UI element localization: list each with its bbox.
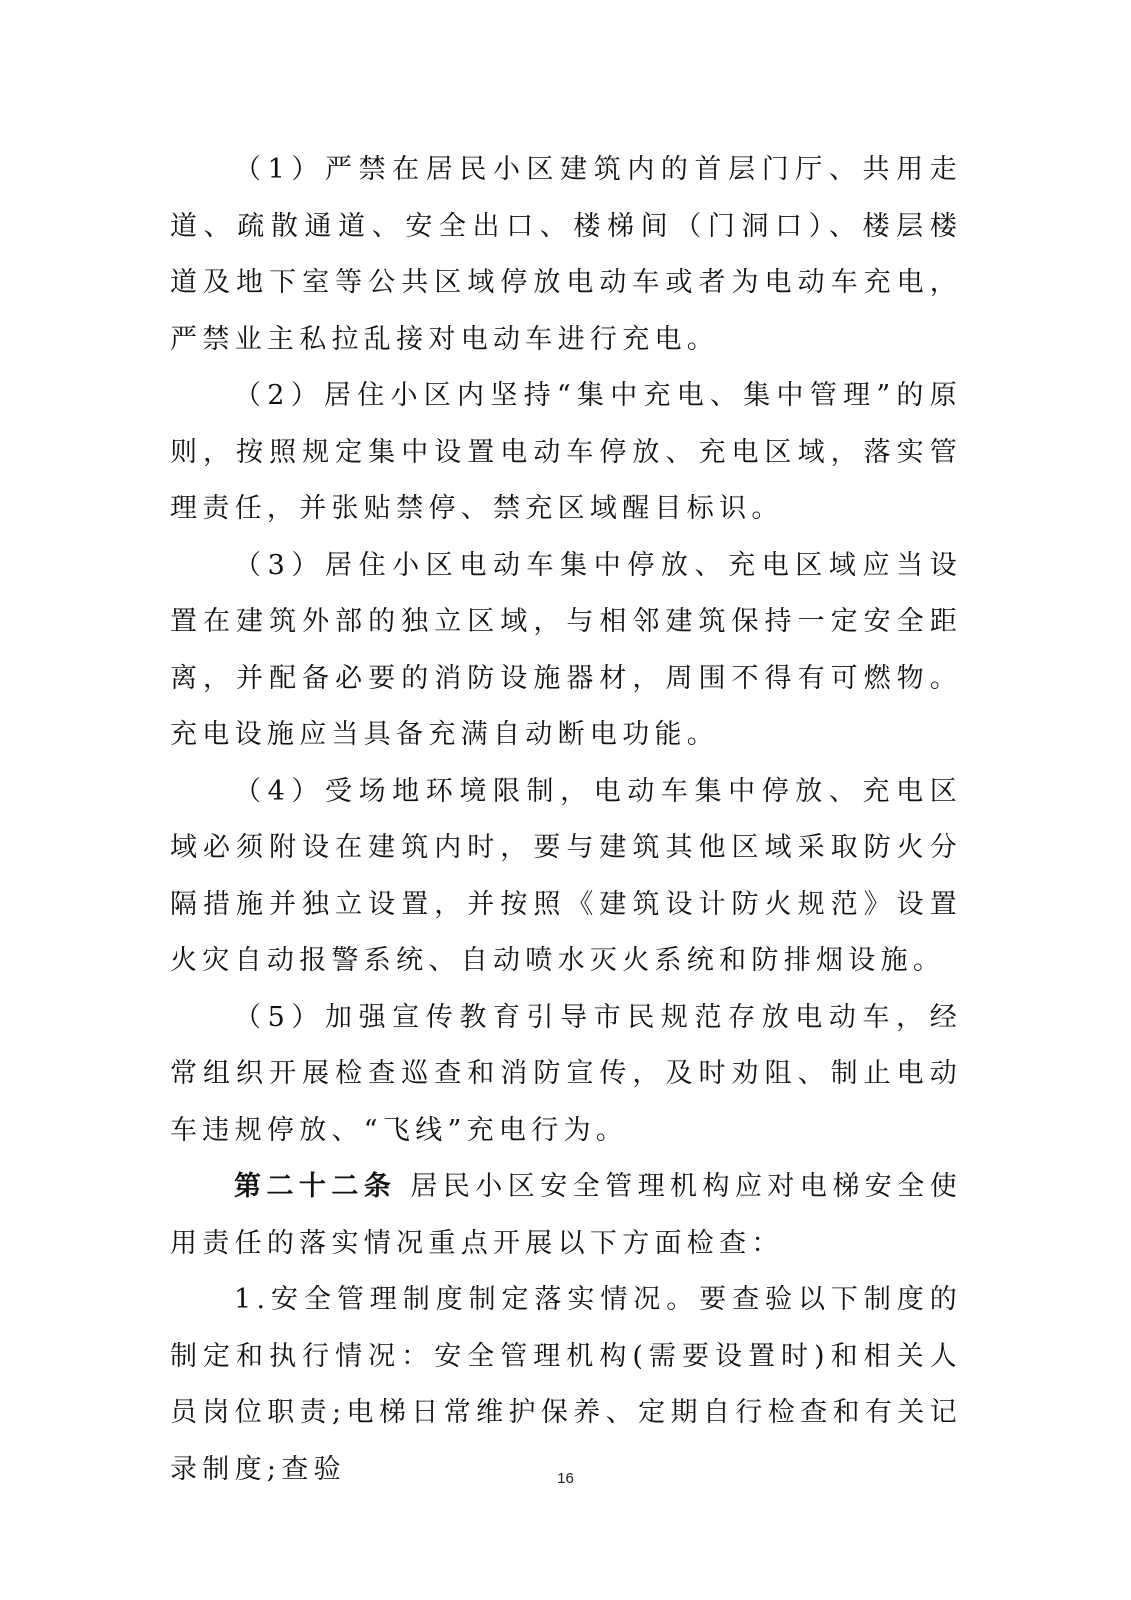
- paragraph-item-5: （5）加强宣传教育引导市民规范存放电动车，经常组织开展检查巡查和消防宣传，及时劝阻、制止电动车违规停放、“飞线”充电行为。: [170, 1001, 962, 1146]
- article-22-paragraph: [170, 1159, 962, 1272]
- page-number: 16: [557, 1470, 574, 1487]
- paragraph-item-4: （4）受场地环境限制，电动车集中停放、充电区域必须附设在建筑内时，要与建筑其他区域采取防火分隔措施并独立设置，并按照《建筑设计防火规范》设置火灾自动报警系统、自动喷水灭火系统和防排烟设施。: [170, 775, 962, 976]
- numbered-item-1: 1.安全管理制度制定落实情况。要查验以下制度的制定和执行情况：安全管理机构(需要设置时)和相关人员岗位职责;电梯日常维护保养、定期自行检查和有关记录制度;查验: [170, 1284, 962, 1485]
- paragraph-item-1: （1）严禁在居民小区建筑内的首层门厅、共用走道、疏散通道、安全出口、楼梯间（门洞口）、楼层楼道及地下室等公共区域停放电动车或者为电动车充电，严禁业主私拉乱接对电动车进行充电。: [170, 154, 962, 355]
- document-body: [170, 142, 962, 1498]
- article-heading: 第二十二条: [234, 1171, 397, 1202]
- paragraph-item-2: （2）居住小区内坚持“集中充电、集中管理”的原则，按照规定集中设置电动车停放、充电区域，落实管理责任，并张贴禁停、禁充区域醒目标识。: [170, 380, 962, 524]
- paragraph-item-3: （3）居住小区电动车集中停放、充电区域应当设置在建筑外部的独立区域，与相邻建筑保持一定安全距离，并配备必要的消防设施器材，周围不得有可燃物。充电设施应当具备充满自动断电功能。: [170, 549, 962, 750]
- article-text: 居民小区安全管理机构应对电梯安全使用责任的落实情况重点开展以下方面检查：: [170, 1171, 963, 1259]
